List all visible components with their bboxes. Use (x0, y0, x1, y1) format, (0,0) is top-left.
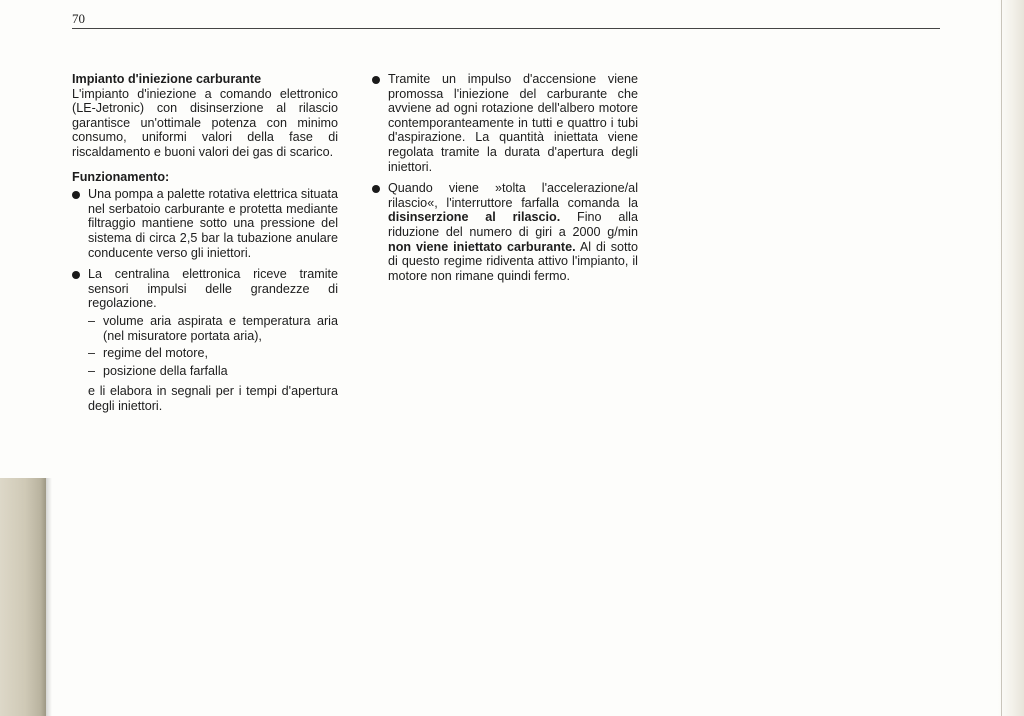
bullet-icon (372, 76, 380, 84)
sub-list-item (72, 314, 338, 343)
bullet-item (372, 72, 638, 174)
dash-icon: – (88, 363, 96, 378)
bullet-icon (72, 271, 80, 279)
bullet-text: Tramite un impulso d'accensione viene promossa l'iniezione del carburante che avviene ad ogni rotazione dell'albero motore contemporanteamente in tutti e quattro i tubi d'aspirazione. La quantità iniettata viene regolata tramite la durata d'apertura degli iniettori. (388, 72, 638, 174)
bullet-text: Una pompa a palette rotativa elettrica situata nel serbatoio carburante e protetta mediante filtraggio mantiene sotto una pressione del sistema di circa 2,5 bar la tubazione anulare conducente verso gli iniettori. (88, 187, 338, 260)
dash-icon: – (88, 346, 96, 361)
bullet-text-part: Al di sotto di questo regime ridiventa attivo l'impianto, il motore non rimane quindi fermo. (388, 239, 639, 283)
bullet-icon (372, 185, 380, 193)
sub-list-item (72, 364, 338, 379)
dash-icon: – (88, 313, 96, 328)
page-edge-shadow (46, 478, 52, 716)
bullet-item (72, 187, 338, 260)
right-column (372, 72, 638, 283)
bullet-text: La centralina elettronica riceve tramite sensori impulsi delle grandezze di regolazione. (88, 267, 338, 311)
subsection-heading: Funzionamento: (72, 169, 170, 184)
sub-list-text: volume aria aspirata e temperatura aria (nel misuratore portata aria), (103, 313, 338, 343)
section-heading: Impianto d'iniezione carburante (72, 72, 262, 86)
sub-list-text: posizione della farfalla (103, 363, 228, 378)
header-rule (72, 28, 940, 29)
bullet-text-part: Fino alla riduzione del numero di giri a 2000 g/min (388, 210, 638, 239)
page-number: 70 (72, 11, 85, 26)
bullet-text-part: Quando viene »tolta l'accelerazione/al rilascio«, l'interruttore farfalla comanda la (388, 181, 638, 210)
bullet-item (72, 267, 338, 311)
bold-term: non viene iniettato carburante. (388, 239, 576, 254)
intro-paragraph: L'impianto d'iniezione a comando elettronico (LE-Jetronic) con disinserzione al rilascio garantisce un'ottimale potenza con minimo consumo, uniformi valori della fase di riscaldamento e buoni valori dei gas di scarico. (72, 86, 338, 159)
sub-list-item (72, 346, 338, 361)
bullet-icon (72, 191, 80, 199)
sub-list-text: regime del motore, (103, 346, 208, 361)
bullet-item (372, 181, 638, 283)
left-column (72, 72, 338, 413)
bold-term: disinserzione al rilascio. (388, 210, 561, 225)
page-edge-left (0, 478, 46, 716)
closing-paragraph: e li elabora in segnali per i tempi d'apertura degli iniettori. (88, 384, 338, 413)
page-edge-line (1001, 0, 1002, 716)
